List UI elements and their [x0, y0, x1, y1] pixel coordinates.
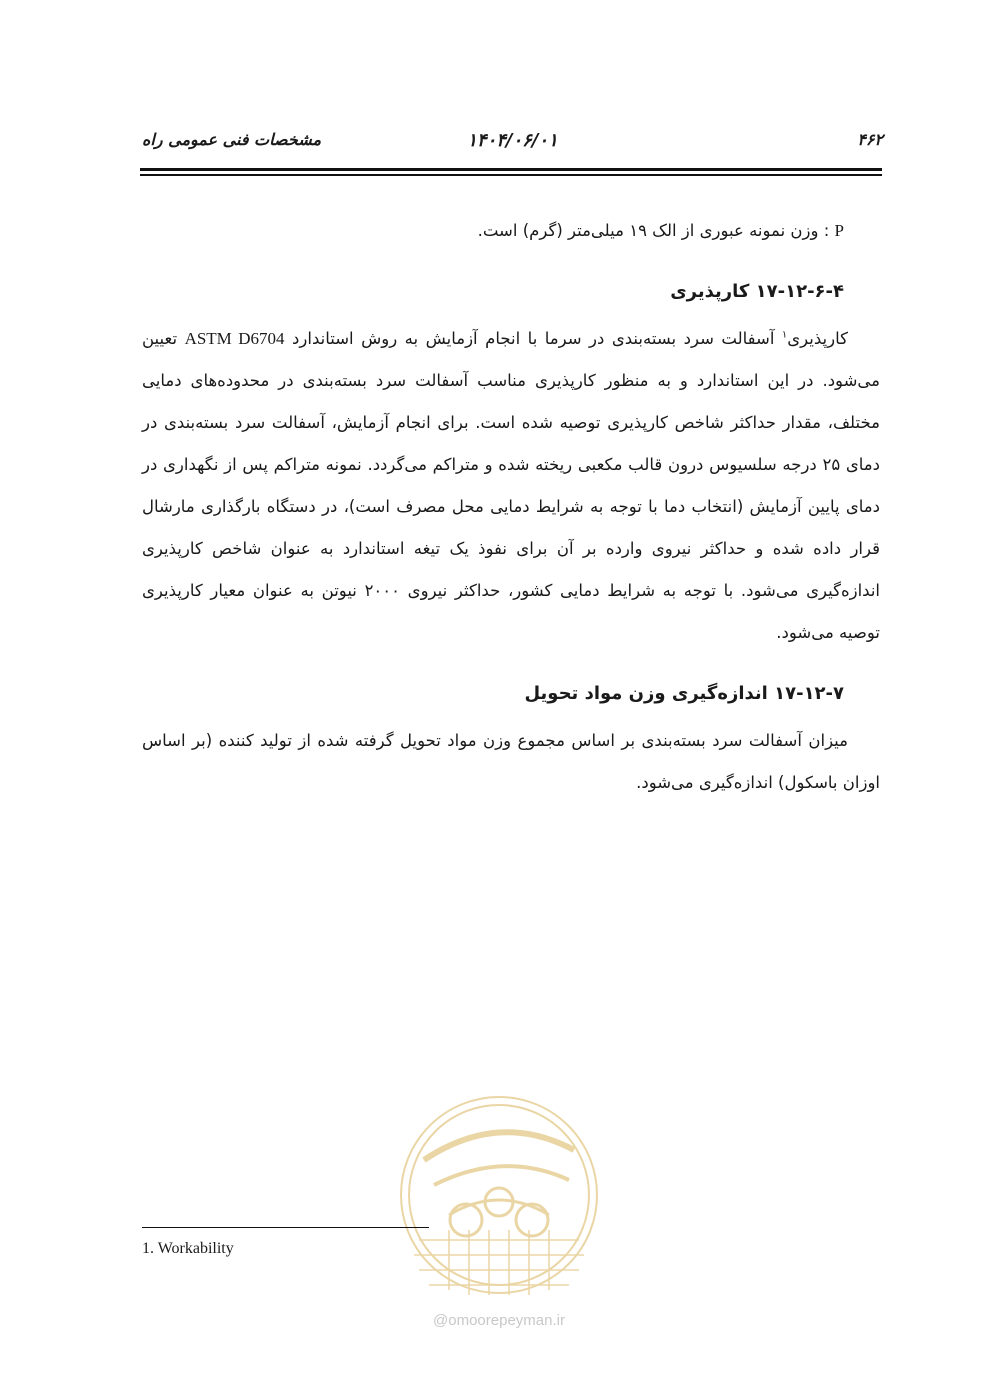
- header-date: ۱۴۰۴/۰۶/۰۱: [467, 130, 558, 151]
- footnote-marker[interactable]: ۱: [781, 329, 788, 341]
- standard-code: ASTM D6704: [184, 329, 285, 348]
- footnote-rule: [142, 1227, 429, 1228]
- variable-definition: [142, 210, 880, 252]
- section-heading-workability: ۱۷-۱۲-۶-۴ کارپذیری: [670, 281, 844, 302]
- header-rule-thin: [140, 174, 882, 176]
- workability-text-mid: آسفالت سرد بسته‌بندی در سرما با انجام آزمایش به روش استاندارد: [284, 329, 782, 348]
- footnote-text: 1. Workability: [142, 1240, 234, 1257]
- workability-term: کارپذیری: [787, 329, 848, 348]
- section-heading-delivery: ۱۷-۱۲-۷ اندازه‌گیری وزن مواد تحویل: [524, 683, 844, 704]
- book-title: مشخصات فنی عمومی راه: [142, 130, 322, 149]
- page-number: ۴۶۲: [857, 130, 883, 149]
- workability-text-end: تعیین می‌شود. در این استاندارد و به منظور کارپذیری مناسب آسفالت سرد بسته‌بندی در محدوده‌های دمایی مختلف، مقدار حداکثر شاخص کارپذیری توصیه شده است. برای انجام آزمایش، آسفالت سرد بسته‌بندی در دمای ۲۵ درجه سلسیوس درون قالب مکعبی ریخته شده و متراکم می‌گردد. نمونه متراکم پس از نگهداری در دمای پایین آزمایش (انتخاب دما با توجه به شرایط دمایی محل مصرف است)، در دستگاه بارگذاری مارشال قرار داده شده و حداکثر نیروی وارده بر آن برای نفوذ یک تیغه استاندارد به عنوان شاخص کارپذیری اندازه‌گیری می‌شود. با توجه به شرایط دمایی کشور، حداکثر نیروی ۲۰۰۰ نیوتن به عنوان معیار کارپذیری توصیه می‌شود.: [142, 329, 880, 642]
- watermark-url: @omoorepeyman.ir: [433, 1312, 565, 1329]
- body-content: [142, 210, 880, 804]
- watermark-logo: [394, 1090, 604, 1330]
- paragraph-workability: [142, 318, 880, 654]
- paragraph-delivery: میزان آسفالت سرد بسته‌بندی بر اساس مجموع وزن مواد تحویل گرفته شده از تولید کننده (بر اساس اوزان باسکول) اندازه‌گیری می‌شود.: [142, 731, 880, 792]
- variable-text: : وزن نمونه عبوری از الک ۱۹ میلی‌متر (گرم) است.: [477, 221, 835, 240]
- page-header: [142, 128, 883, 158]
- header-rule-thick: [140, 168, 882, 171]
- variable-symbol: P: [834, 221, 844, 240]
